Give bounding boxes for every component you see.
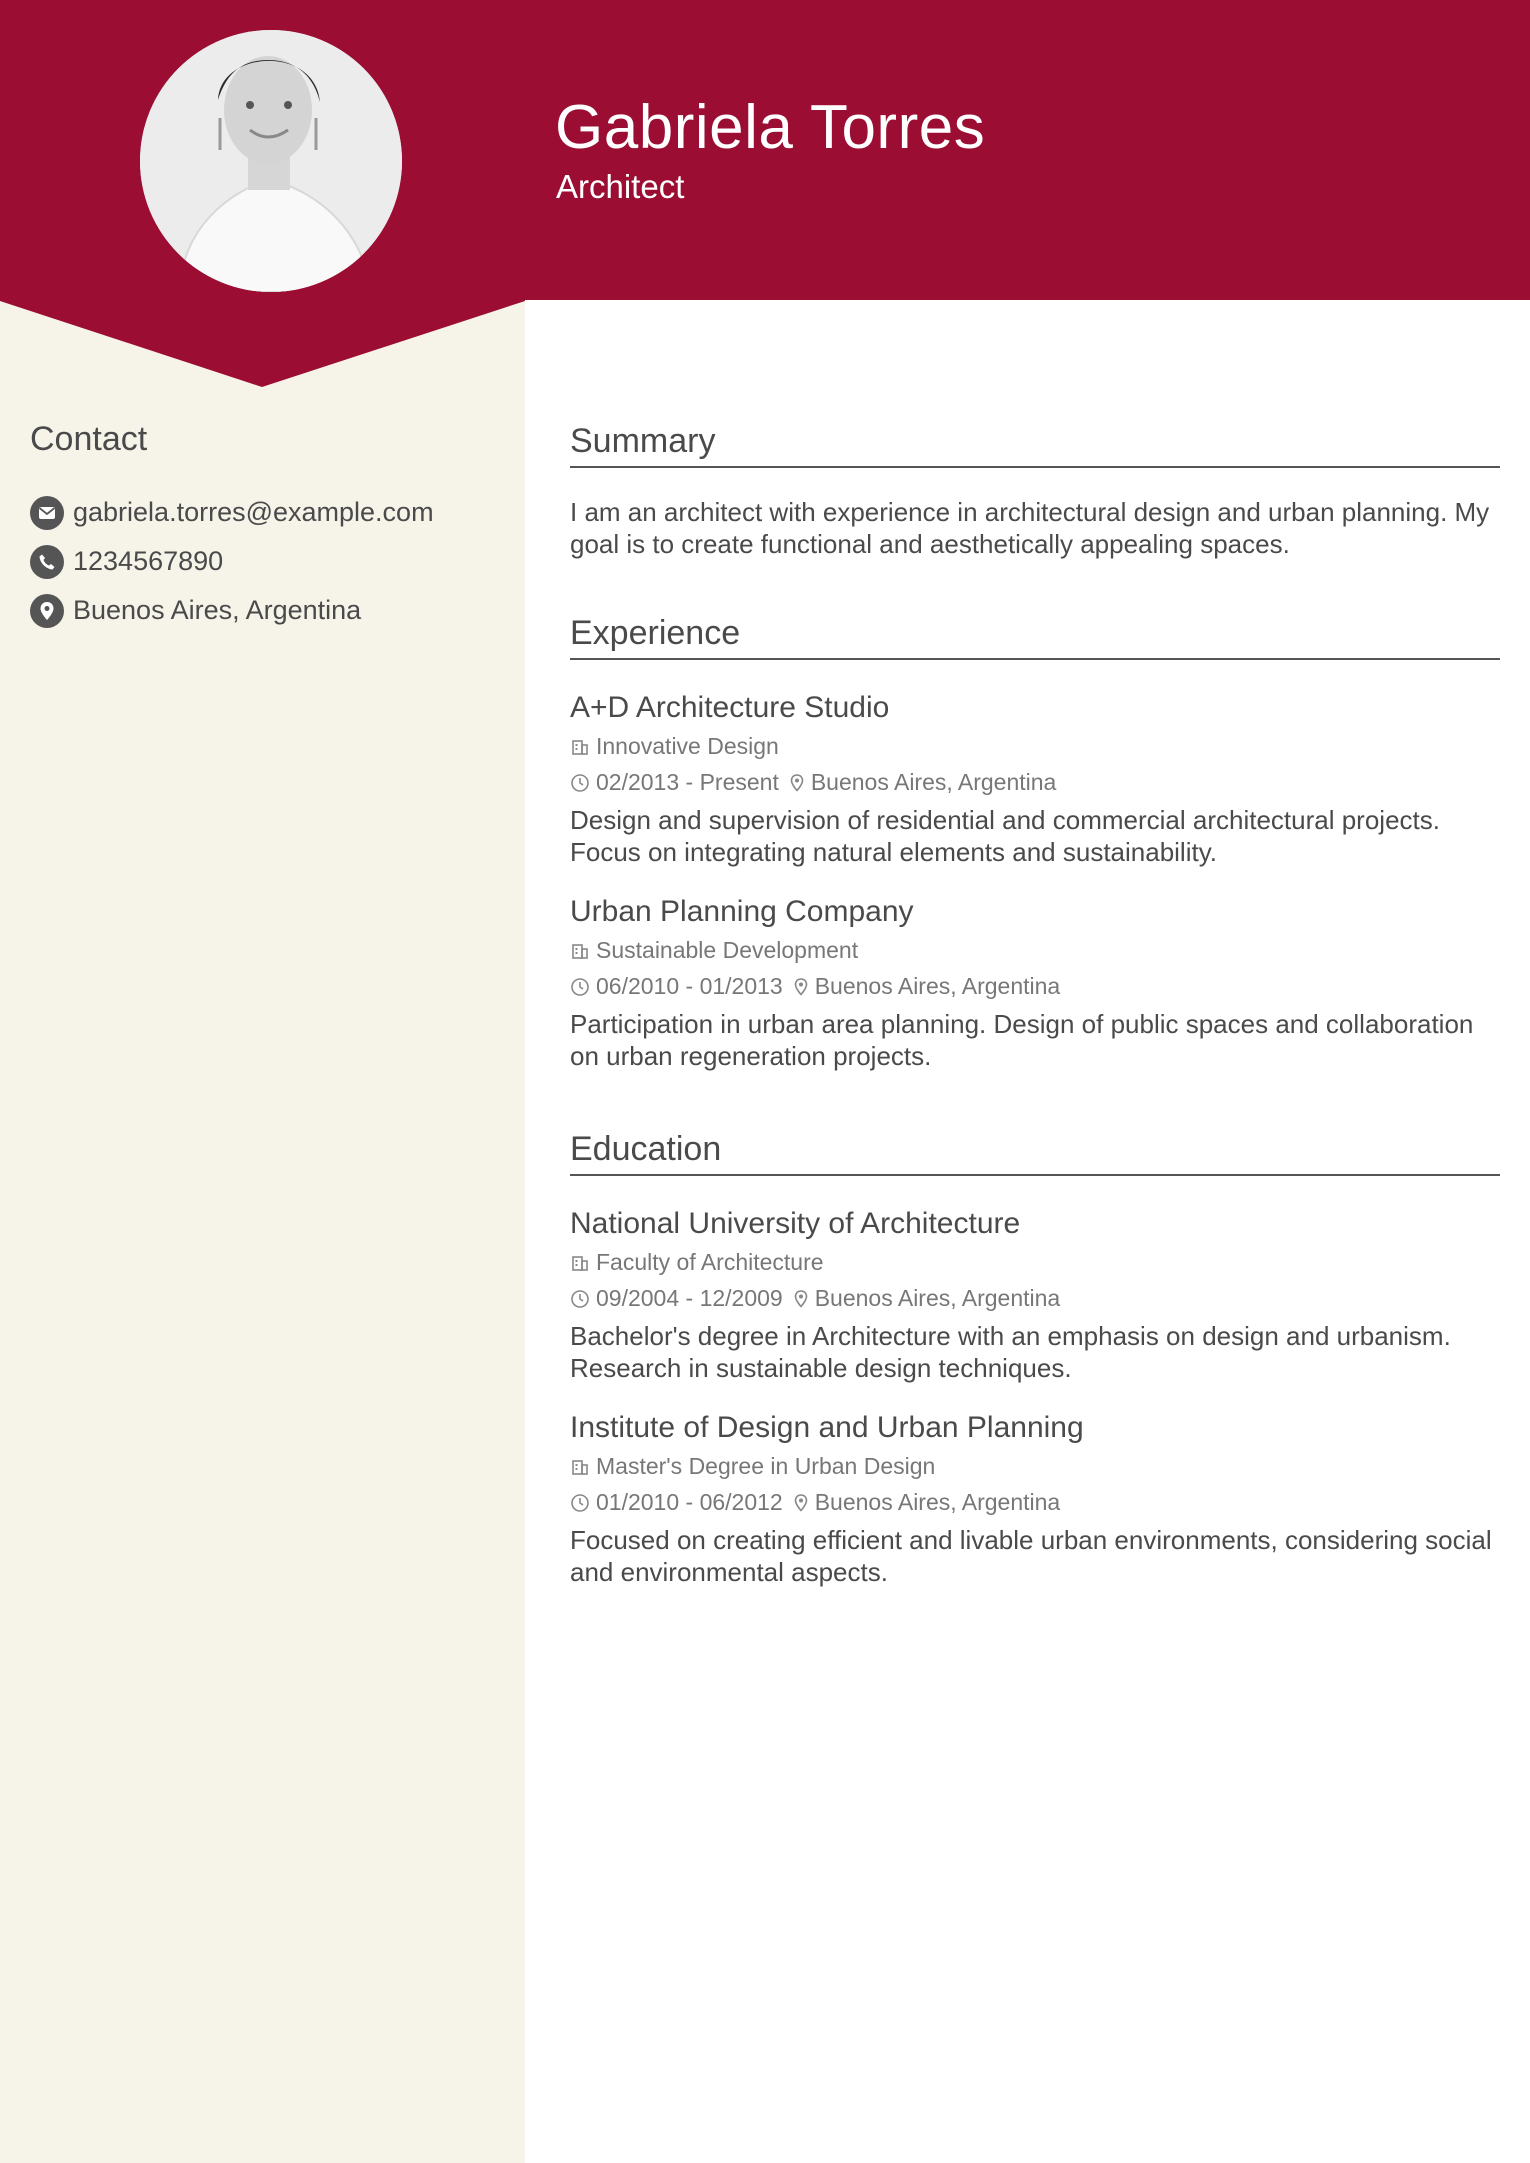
map-pin-icon (789, 773, 805, 793)
map-pin-icon (30, 594, 64, 628)
entry-subtitle-row (570, 1244, 1500, 1280)
education-section (570, 1128, 1500, 1588)
experience-entry (570, 688, 1500, 868)
map-pin-icon (793, 1289, 809, 1309)
entry-subtitle-row (570, 1448, 1500, 1484)
email-text: gabriela.torres@example.com (73, 497, 434, 527)
entry-location: Buenos Aires, Argentina (814, 1285, 1061, 1311)
profile-photo (140, 30, 402, 292)
entry-organization: A+D Architecture Studio (570, 691, 890, 724)
entry-description: Participation in urban area planning. Design of public spaces and collaboration on urban regeneration projects. (570, 1009, 1474, 1071)
summary-section (570, 420, 1500, 560)
building-icon (570, 941, 590, 961)
building-icon (570, 737, 590, 757)
map-pin-icon (793, 977, 809, 997)
entry-subtitle: Innovative Design (596, 733, 779, 759)
education-heading: Education (570, 1128, 1500, 1176)
entry-description: Bachelor's degree in Architecture with an emphasis on design and urbanism. Research in sustainable design techniques. (570, 1321, 1451, 1383)
contact-phone[interactable] (30, 537, 434, 586)
entry-date-row (570, 1484, 1500, 1520)
summary-text: I am an architect with experience in architectural design and urban planning. My goal is to create functional and aesthetically appealing spaces. (570, 497, 1490, 559)
entry-subtitle-row (570, 728, 1500, 764)
experience-section (570, 612, 1500, 1072)
main-content (570, 420, 1500, 1612)
map-pin-icon (793, 1493, 809, 1513)
candidate-role: Architect (556, 168, 685, 205)
entry-date-row (570, 764, 1500, 800)
education-entry (570, 1204, 1500, 1384)
entry-subtitle: Faculty of Architecture (596, 1249, 824, 1275)
header-chevron (0, 299, 525, 387)
entry-organization: Institute of Design and Urban Planning (570, 1411, 1084, 1444)
clock-icon (570, 773, 590, 793)
clock-icon (570, 1493, 590, 1513)
entry-organization: Urban Planning Company (570, 895, 914, 928)
entry-dates: 02/2013 - Present (596, 769, 779, 795)
entry-dates: 01/2010 - 06/2012 (596, 1489, 783, 1515)
entry-location: Buenos Aires, Argentina (814, 973, 1061, 999)
building-icon (570, 1253, 590, 1273)
entry-dates: 06/2010 - 01/2013 (596, 973, 783, 999)
summary-heading: Summary (570, 420, 1500, 468)
entry-organization: National University of Architecture (570, 1207, 1021, 1240)
candidate-name: Gabriela Torres (555, 93, 986, 162)
location-text: Buenos Aires, Argentina (73, 595, 362, 625)
entry-location: Buenos Aires, Argentina (810, 769, 1057, 795)
entry-dates: 09/2004 - 12/2009 (596, 1285, 783, 1311)
envelope-icon (30, 496, 64, 530)
clock-icon (570, 977, 590, 997)
entry-subtitle: Sustainable Development (596, 937, 859, 963)
contact-list (30, 488, 434, 635)
entry-description: Design and supervision of residential and commercial architectural projects. Focus on integrating natural elements and sustainability. (570, 805, 1440, 867)
entry-subtitle-row (570, 932, 1500, 968)
building-icon (570, 1457, 590, 1477)
contact-location (30, 586, 434, 635)
entry-location: Buenos Aires, Argentina (814, 1489, 1061, 1515)
phone-text: 1234567890 (73, 546, 224, 576)
entry-date-row (570, 968, 1500, 1004)
clock-icon (570, 1289, 590, 1309)
contact-heading: Contact (30, 420, 148, 458)
education-entry (570, 1408, 1500, 1588)
entry-description: Focused on creating efficient and livable urban environments, considering social and environmental aspects. (570, 1525, 1492, 1587)
phone-icon (30, 545, 64, 579)
entry-date-row (570, 1280, 1500, 1316)
experience-entry (570, 892, 1500, 1072)
entry-subtitle: Master's Degree in Urban Design (596, 1453, 936, 1479)
experience-heading: Experience (570, 612, 1500, 660)
contact-email[interactable] (30, 488, 434, 537)
